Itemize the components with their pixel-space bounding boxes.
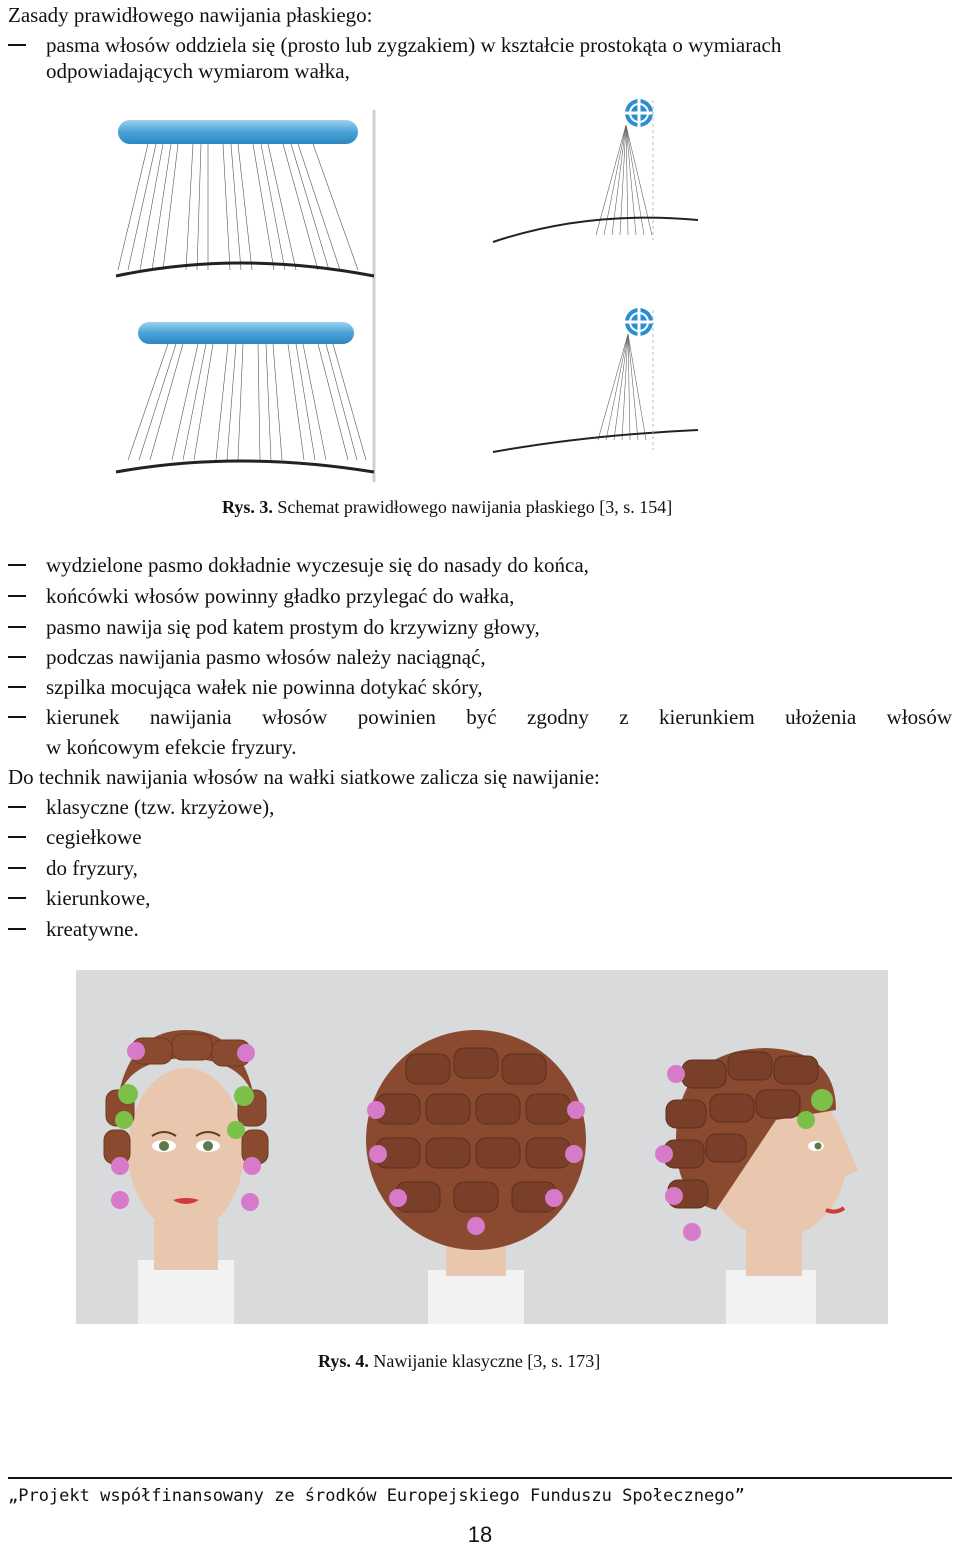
technique-item [8,855,138,881]
dash-bullet [8,806,26,808]
rule-item [8,644,486,670]
dash-bullet [8,867,26,869]
dash-bullet [8,656,26,658]
roller-bottom [138,322,354,344]
rule-text-justified: kierunek nawijania włosów powinien być zgodny z kierunkiem ułożenia włosów [46,705,952,729]
dash-bullet [8,928,26,930]
roller-top [118,120,358,144]
technique-text: kierunkowe, [46,886,151,910]
dash-bullet [8,44,26,46]
technique-item [8,824,142,850]
technique-item [8,794,274,820]
techniques-heading: Do technik nawijania włosów na wałki siatkowe zalicza się nawijanie: [8,765,600,789]
technique-item [8,916,139,942]
rule-item [8,674,483,700]
rule-item [8,614,540,640]
rule-item [8,583,514,609]
intro-list-item [8,32,781,58]
dash-bullet [8,897,26,899]
technique-item [8,885,150,911]
intro-item-continuation: odpowiadających wymiarom wałka, [46,59,350,83]
rule-text: podczas nawijania pasmo włosów należy naciągnąć, [46,645,486,669]
dash-bullet [8,626,26,628]
side-view-bottom [493,308,698,452]
dash-bullet [8,836,26,838]
figure-3-caption [222,496,672,518]
intro-item-text: pasma włosów oddziela się (prosto lub zygzakiem) w kształcie prostokąta o wymiarach [46,33,782,57]
page-number: 18 [467,1522,493,1547]
rule-text: szpilka mocująca wałek nie powinna dotykać skóry, [46,675,483,699]
rule-item [8,704,46,730]
dash-bullet [8,716,26,718]
caption-label: Rys. 3. [222,497,273,517]
figure-3-schematic [108,80,698,482]
intro-heading: Zasady prawidłowego nawijania płaskiego: [8,3,373,27]
technique-text: klasyczne (tzw. krzyżowe), [46,795,275,819]
technique-text: kreatywne. [46,917,139,941]
dash-bullet [8,595,26,597]
figure-4-caption [318,1350,600,1372]
rule-text: końcówki włosów powinny gładko przylegać do wałka, [46,584,515,608]
footer-divider [8,1477,952,1479]
caption-label: Rys. 4. [318,1351,369,1371]
rule-continuation: w końcowym efekcie fryzury. [46,735,297,759]
rule-text: pasmo nawija się pod katem prostym do krzywizny głowy, [46,615,540,639]
dash-bullet [8,564,26,566]
caption-text: Schemat prawidłowego nawijania płaskiego [3, s. 154] [277,497,673,517]
technique-text: cegiełkowe [46,825,142,849]
footer-project-note: „Projekt współfinansowany ze środków Europejskiego Funduszu Społecznego” [8,1486,745,1506]
figure-4-photo [76,970,888,1324]
caption-text: Nawijanie klasyczne [3, s. 173] [373,1351,601,1371]
dash-bullet [8,686,26,688]
side-view-top [493,99,698,242]
rule-text: wydzielone pasmo dokładnie wyczesuje się do nasady do końca, [46,553,589,577]
left-panel [108,110,378,482]
rule-item [8,552,589,578]
technique-text: do fryzury, [46,856,138,880]
